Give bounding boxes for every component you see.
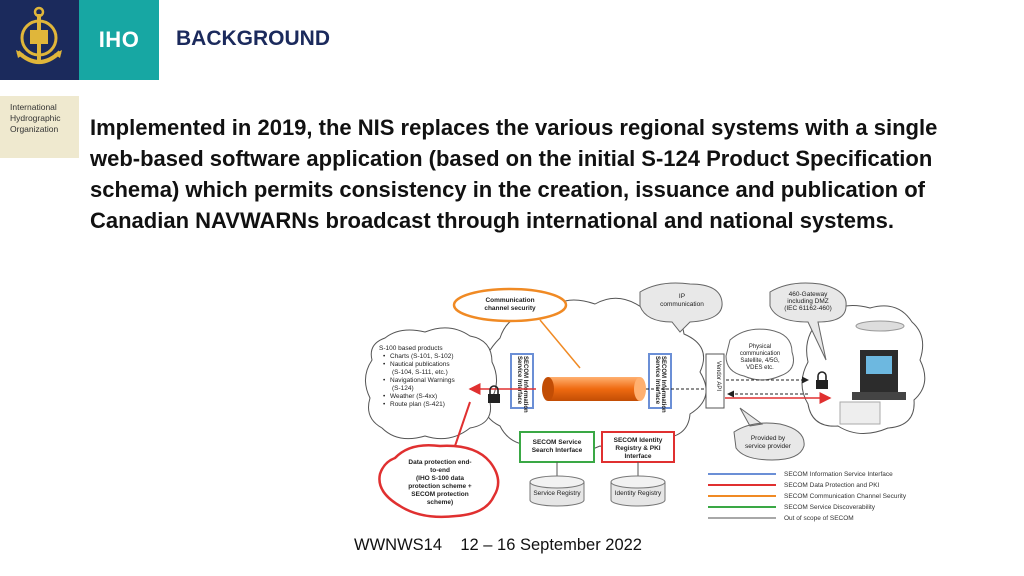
svg-text:service provider: service provider: [745, 443, 791, 450]
page-title: BACKGROUND: [176, 27, 330, 50]
svg-text:scheme): scheme): [426, 499, 454, 506]
svg-text:VDES etc.: VDES etc.: [746, 365, 774, 371]
receiver-unit-icon: [840, 402, 880, 424]
svg-text:Physical: Physical: [748, 344, 772, 350]
product-bullet: •: [383, 401, 386, 408]
callout-provided: [734, 408, 804, 460]
products-cloud: [365, 328, 496, 439]
product-item: Navigational Warnings: [390, 377, 455, 384]
svg-text:including DMZ: including DMZ: [787, 298, 829, 305]
svg-text:Service Interface: Service Interface: [654, 356, 660, 405]
svg-text:460-Gateway: 460-Gateway: [788, 291, 828, 298]
legend-label: SECOM Data Protection and PKI: [784, 482, 880, 489]
svg-text:SECOM Service: SECOM Service: [532, 439, 582, 446]
svg-text:SECOM Information: SECOM Information: [660, 356, 666, 413]
legend-label: SECOM Service Discoverability: [784, 504, 876, 511]
legend-label: SECOM Communication Channel Security: [784, 493, 907, 500]
footer: [354, 536, 642, 555]
product-item: Route plan (S-421): [390, 401, 445, 408]
antenna-icon: [856, 321, 904, 331]
product-item: Charts (S-101, S-102): [390, 353, 454, 360]
svg-text:(IHO S-100 data: (IHO S-100 data: [415, 475, 465, 482]
ship-cloud: [802, 306, 925, 434]
communication-channel-pipe: [542, 377, 646, 401]
product-item: Nautical publications: [390, 361, 450, 368]
product-bullet: •: [383, 353, 386, 360]
legend-label: Out of scope of SECOM: [784, 515, 854, 522]
product-bullet: •: [383, 361, 386, 368]
svg-text:communication: communication: [660, 301, 704, 308]
svg-text:Data protection end-: Data protection end-: [408, 459, 472, 466]
svg-text:protection scheme +: protection scheme +: [408, 483, 472, 490]
product-item: (S-104, S-111, etc.): [392, 369, 448, 376]
identity-registry-box: [602, 432, 674, 462]
service-registry-db: [530, 476, 584, 506]
svg-text:Registry & PKI: Registry & PKI: [615, 445, 661, 452]
svg-text:Vendor API: Vendor API: [715, 361, 721, 392]
product-item: (S-124): [392, 385, 414, 392]
legend-label: SECOM Information Service Interface: [784, 471, 893, 478]
product-bullet: •: [383, 393, 386, 400]
svg-text:communication: communication: [739, 351, 781, 357]
svg-text:Satellite, 4/5G,: Satellite, 4/5G,: [740, 358, 780, 364]
svg-text:Interface: Interface: [624, 453, 652, 460]
product-bullet: •: [383, 377, 386, 384]
callout-physical: [726, 329, 794, 380]
svg-text:Communication: Communication: [485, 297, 535, 304]
organization-name: International Hydrographic Organization: [0, 96, 79, 158]
iho-logo-text: IHO: [79, 0, 159, 80]
svg-text:SECOM Identity: SECOM Identity: [613, 437, 663, 444]
footer-dates: 12 – 16 September 2022: [460, 536, 642, 554]
svg-text:Service Interface: Service Interface: [516, 356, 522, 405]
product-item: Weather (S-4xx): [390, 393, 438, 400]
svg-text:channel security: channel security: [484, 305, 536, 312]
secom-interface-left: [511, 354, 533, 413]
svg-text:Identity Registry: Identity Registry: [614, 490, 662, 497]
products-title: S-100 based products: [379, 345, 443, 352]
svg-text:Service Registry: Service Registry: [533, 490, 581, 497]
footer-event: WWNWS14: [354, 536, 442, 554]
svg-text:IP: IP: [678, 293, 686, 300]
body-paragraph: Implemented in 2019, the NIS replaces the various regional systems with a single web-based software application (based on the initial S-124 Product Specification schema) which permits consistency in the creation, issuance and publication of Canadian NAVWARNs broadcast through international and national systems.: [90, 115, 938, 233]
svg-text:SECOM Information: SECOM Information: [522, 356, 528, 413]
svg-text:Search Interface: Search Interface: [531, 447, 583, 454]
service-search-box: [520, 432, 594, 462]
svg-text:to-end: to-end: [430, 467, 450, 474]
svg-text:Provided by: Provided by: [750, 435, 786, 442]
identity-registry-db: [611, 476, 665, 506]
svg-text:SECOM protection: SECOM protection: [411, 491, 469, 498]
svg-text:(IEC 61162-460): (IEC 61162-460): [784, 305, 832, 312]
vendor-api-box: [706, 354, 724, 408]
secom-interface-right: [649, 354, 671, 413]
diagram-legend: [708, 471, 907, 522]
